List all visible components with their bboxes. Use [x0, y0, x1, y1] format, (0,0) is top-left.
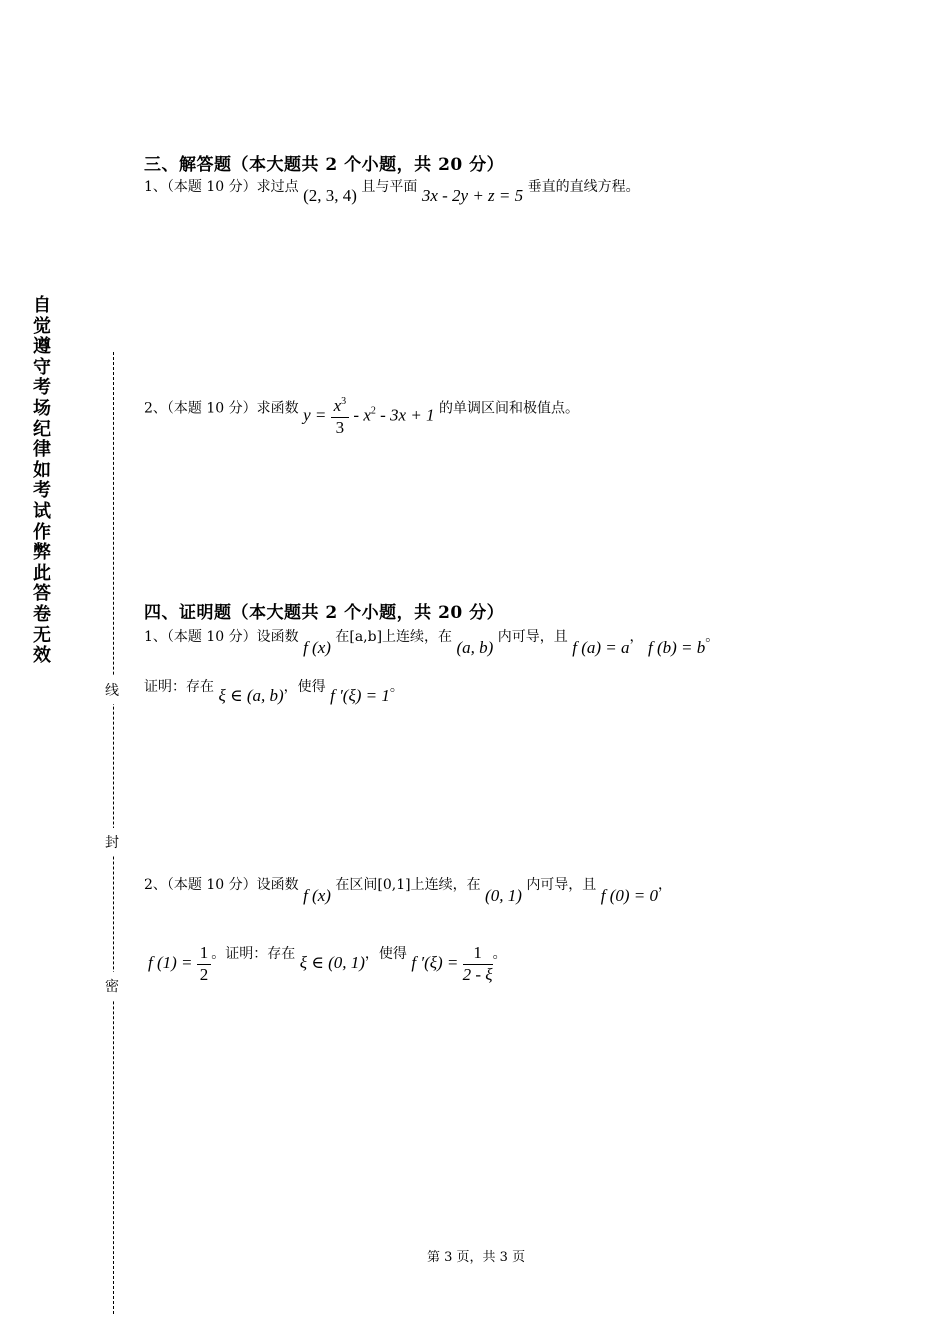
s4q2-interval: (0, 1): [485, 886, 522, 905]
s3q2-frac-num-exp: 3: [341, 396, 347, 407]
s3q2-prefix: 2、（本题 10 分）求函数: [144, 400, 299, 417]
s3q1-point: (2, 3, 4): [303, 186, 357, 205]
s4q1-cond2: f (b) = b: [647, 638, 706, 657]
s4q2-half-num: 1: [197, 944, 212, 965]
s4q2-mid1: 在区间[0,1]上连续，在: [335, 877, 481, 893]
s4q2-fx: f (x): [303, 886, 331, 905]
exam-discipline-notice: 自觉遵守考场纪律如考试作弊此答卷无效: [33, 295, 51, 667]
s4q1-xi-in: ξ ∈ (a, b): [218, 686, 284, 705]
s4q2-comma: ，: [658, 877, 673, 893]
s4q1-proof-prefix: 证明：存在: [144, 679, 214, 695]
section4-question2: [144, 874, 673, 905]
s4q1-prefix: 1、（本题 10 分）设函数: [144, 629, 299, 645]
section4-question1: [144, 626, 720, 657]
section3-question1: [144, 176, 640, 205]
s3q2-func-rest-a: - x: [353, 405, 371, 425]
s4q2-f1: [148, 944, 211, 984]
s4q1-mid2: 内可导，且: [497, 629, 568, 645]
section4-title: 四、证明题（本大题共 2 个小题，共 20 分）: [144, 603, 505, 623]
section3-title: 三、解答题（本大题共 2 个小题，共 20 分）: [144, 155, 505, 175]
s4q2-proof-end: 。: [492, 946, 507, 963]
s4q1-mid1: 在[a,b]上连续，在: [335, 629, 453, 645]
s3q2-frac-num: x: [333, 396, 342, 415]
s4q2-prefix: 2、（本题 10 分）设函数: [144, 877, 299, 893]
page-footer: 第 3 页，共 3 页: [427, 1250, 526, 1265]
s3q2-suffix: 的单调区间和极值点。: [439, 400, 580, 417]
s3q2-fraction: [331, 396, 350, 437]
s3q2-func-lhs: y =: [303, 405, 327, 425]
s4q1-sep: ，: [629, 629, 644, 645]
s3q2-func-rest-exp: 2: [370, 405, 376, 417]
seal-mark-line: 线: [105, 676, 119, 704]
s4q2-result-lhs: f ′(ξ) =: [411, 953, 459, 973]
s3q1-prefix: 1、（本题 10 分）求过点: [144, 179, 299, 195]
s3q2-function: [303, 396, 434, 437]
s4q2-cond1: f (0) = 0: [600, 886, 659, 905]
s3q1-middle: 且与平面: [361, 179, 418, 195]
s4q2-result-den: 2 - ξ: [462, 964, 493, 984]
s4q2-result-fraction: [463, 944, 493, 984]
s3q2-func-rest-b: - 3x + 1: [380, 405, 435, 425]
s4q1-end: 。: [705, 629, 720, 645]
s3q1-suffix: 垂直的直线方程。: [527, 179, 640, 195]
s4q2-half-fraction: [197, 944, 212, 984]
s3q2-frac-den: 3: [335, 417, 345, 437]
seal-mark-secret: 密: [105, 972, 119, 1000]
s4q2-mid2: 内可导，且: [526, 877, 597, 893]
s4q2-half-den: 2: [199, 964, 209, 984]
s4q1-fx: f (x): [303, 638, 331, 657]
s4q1-interval: (a, b): [456, 638, 494, 657]
section3-question2: [144, 388, 580, 437]
s3q1-plane-equation: 3x - 2y + z = 5: [421, 186, 524, 205]
s4q2-proof-prefix: 。证明：存在: [211, 946, 296, 963]
s4q2-result: [411, 944, 492, 984]
s4q2-result-num: 1: [463, 944, 493, 965]
section4-question1-proof: [144, 676, 404, 705]
s4q2-f1-lhs: f (1) =: [148, 953, 193, 973]
s4q2-xi-in: ξ ∈ (0, 1): [299, 953, 365, 973]
section4-question2-proof: [148, 934, 507, 984]
s4q1-proof-mid: ，使得: [283, 679, 326, 695]
s4q1-proof-end: 。: [389, 679, 404, 695]
seal-mark-seal: 封: [105, 828, 119, 856]
s4q1-cond1: f (a) = a: [572, 638, 630, 657]
s4q1-result: f ′(ξ) = 1: [330, 686, 390, 705]
s4q2-proof-mid: ，使得: [364, 946, 407, 963]
